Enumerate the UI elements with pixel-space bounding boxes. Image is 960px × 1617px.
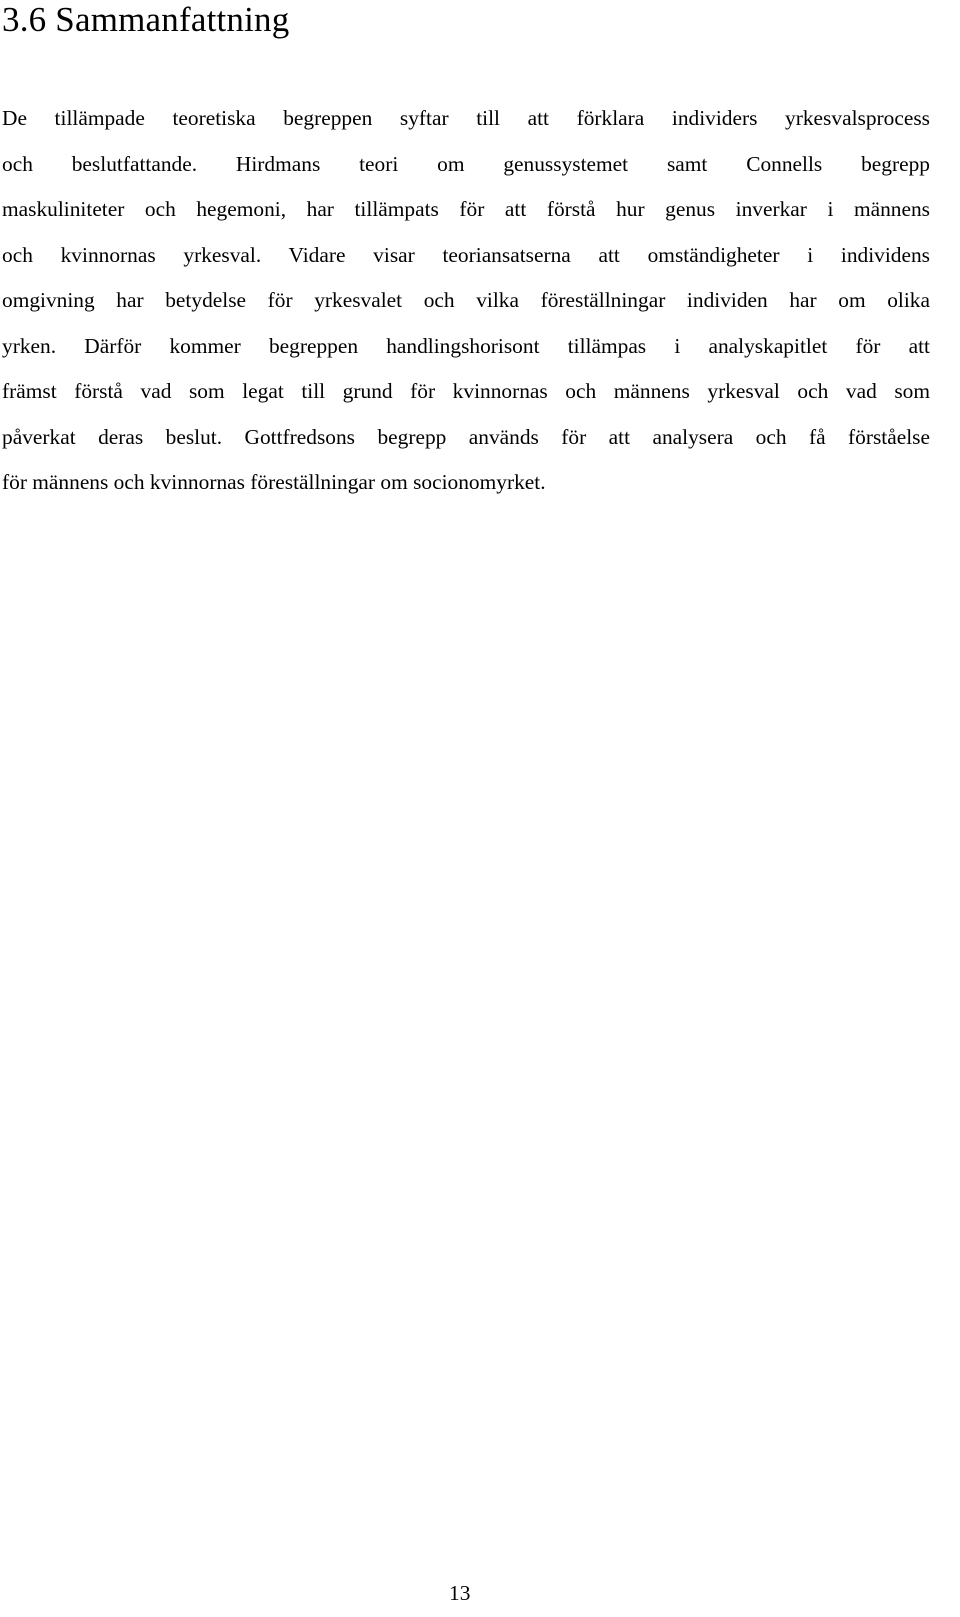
summary-paragraph xyxy=(2,96,930,506)
paragraph-line: främst förstå vad som legat till grund för kvinnornas och männens yrkesval och vad som xyxy=(2,379,930,403)
paragraph-line: yrken. Därför kommer begreppen handlingshorisont tillämpas i analyskapitlet för att xyxy=(2,333,930,358)
paragraph-line: och beslutfattande. Hirdmans teori om genussystemet samt Connells begrepp xyxy=(2,151,930,176)
paragraph-line: för männens och kvinnornas föreställningar om socionomyrket. xyxy=(2,470,546,494)
paragraph-line: och kvinnornas yrkesval. Vidare visar teoriansatserna att omständigheter i individens xyxy=(2,242,930,267)
paragraph-line: omgivning har betydelse för yrkesvalet och vilka föreställningar individen har om olika xyxy=(2,288,930,312)
page-number: 13 xyxy=(449,1581,471,1605)
paragraph-line: De tillämpade teoretiska begreppen syftar till att förklara individers yrkesvalsprocess xyxy=(2,106,930,130)
paragraph-line: påverkat deras beslut. Gottfredsons begrepp används för att analysera och få förståelse xyxy=(2,424,930,449)
section-heading: 3.6 Sammanfattning xyxy=(2,0,290,39)
paragraph-line: maskuliniteter och hegemoni, har tillämpats för att förstå hur genus inverkar i männens xyxy=(2,197,930,221)
